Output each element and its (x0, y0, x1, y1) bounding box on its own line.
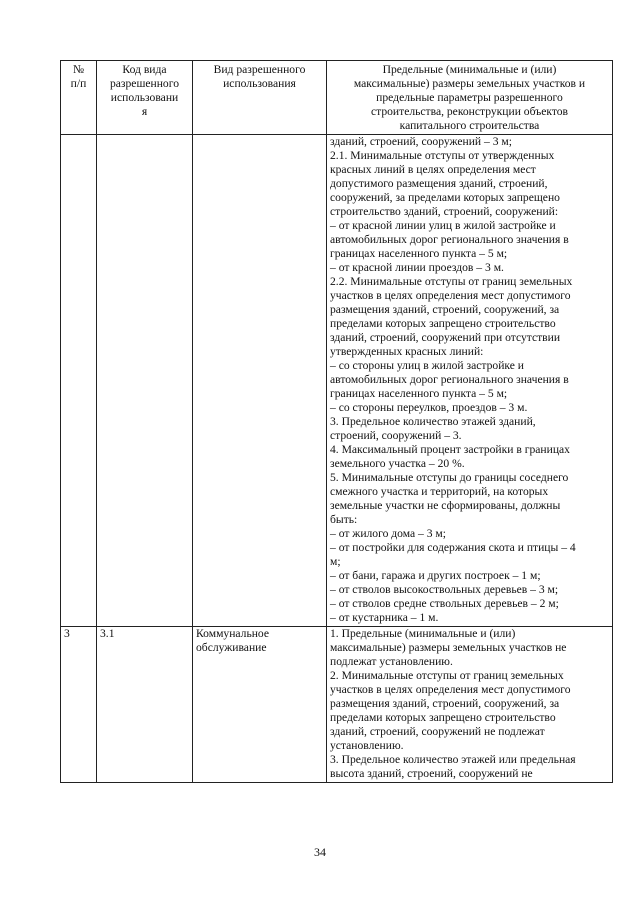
text-line: использования (223, 77, 296, 90)
text-line: пределами которых запрещено строительство (330, 317, 556, 330)
cell-number: 3 (61, 627, 97, 783)
cell-code: 3.1 (97, 627, 193, 783)
text-line: Коммунальное (196, 627, 270, 640)
text-line: быть: (330, 513, 358, 526)
text-line: земельные участки не сформированы, должны (330, 499, 561, 512)
text-line: максимальные) размеры земельных участков и (353, 77, 586, 90)
text-line: автомобильных дорог регионального значения в (330, 373, 569, 386)
text-line: 4. Максимальный процент застройки в границах (330, 443, 570, 456)
text-line: Предельные (минимальные и (или) (382, 63, 557, 76)
text-line: высота зданий, строений, сооружений не (330, 767, 533, 780)
header-code (97, 61, 193, 135)
text-line: – от красной линии проездов – 3 м. (330, 261, 504, 274)
header-use-type (193, 61, 327, 135)
text-line: 3. Предельное количество этажей зданий, (330, 415, 536, 428)
text-line: утвержденных красных линий: (330, 345, 484, 358)
text-line: – со стороны улиц в жилой застройке и (330, 359, 525, 372)
text-line: зданий, строений, сооружений при отсутствии (330, 331, 561, 344)
text-line: п/п (70, 77, 87, 90)
text-line: – от стволов высокоствольных деревьев – 3 м; (330, 583, 559, 596)
text-line: разрешенного (109, 77, 179, 90)
text-line: – от бани, гаража и других построек – 1 м; (330, 569, 541, 582)
text-line: смежного участка и территорий, на которых (330, 485, 549, 498)
text-line: предельные параметры разрешенного (376, 91, 563, 104)
text-line: – от кустарника – 1 м. (330, 611, 439, 624)
text-line: автомобильных дорог регионального значения в (330, 233, 569, 246)
header-number (61, 61, 97, 135)
text-line: размещения зданий, строений, сооружений, за (330, 697, 560, 710)
text-line: 5. Минимальные отступы до границы соседнего (330, 471, 569, 484)
table-row (61, 135, 613, 627)
text-line: я (141, 105, 148, 118)
text-line: 1. Предельные (минимальные и (или) (330, 627, 516, 640)
text-line: № (72, 63, 85, 76)
text-line: зданий, строений, сооружений – 3 м; (330, 135, 512, 148)
text-line: 2.1. Минимальные отступы от утвержденных (330, 149, 555, 162)
text-line: участков в целях определения мест допустимого (330, 289, 571, 302)
text-line: – от постройки для содержания скота и птицы – 4 (330, 541, 576, 554)
text-line: границах населенного пункта – 5 м; (330, 387, 508, 400)
cell-parameters (327, 627, 613, 783)
text-line: земельного участка – 20 %. (330, 457, 465, 470)
table-row (61, 627, 613, 783)
cell-use-type (193, 135, 327, 627)
text-line: пределами которых запрещено строительство (330, 711, 556, 724)
text-line: подлежат установлению. (330, 655, 453, 668)
cell-code (97, 135, 193, 627)
text-line: максимальные) размеры земельных участков не (330, 641, 567, 654)
text-line: сооружений, за пределами которых запрещено (330, 191, 560, 204)
text-line: участков в целях определения мест допустимого (330, 683, 571, 696)
page-number: 34 (314, 845, 326, 859)
cell-number (61, 135, 97, 627)
text-line: Код вида (122, 63, 167, 76)
header-parameters (327, 61, 613, 135)
text-line: – от стволов средне ствольных деревьев – 2 м; (330, 597, 559, 610)
text-line: Вид разрешенного (213, 63, 306, 76)
text-line: строительство зданий, строений, сооружений: (330, 205, 559, 218)
text-line: размещения зданий, строений, сооружений, за (330, 303, 560, 316)
text-line: установлению. (330, 739, 404, 752)
cell-parameters (327, 135, 613, 627)
text-line: капитального строительства (399, 119, 540, 132)
text-line: – от жилого дома – 3 м; (330, 527, 446, 540)
cell-use-type (193, 627, 327, 783)
text-line: строительства, реконструкции объектов (370, 105, 569, 118)
text-line: границах населенного пункта – 5 м; (330, 247, 508, 260)
text-line: зданий, строений, сооружений не подлежат (330, 725, 545, 738)
text-line: – со стороны переулков, проездов – 3 м. (330, 401, 528, 414)
text-line: использовани (110, 91, 179, 104)
text-line: – от красной линии улиц в жилой застройке и (330, 219, 556, 232)
table-header-row (61, 61, 613, 135)
text-line: м; (330, 555, 341, 568)
text-line: 2.2. Минимальные отступы от границ земельных (330, 275, 573, 288)
regulations-table (60, 60, 613, 783)
text-line: допустимого размещения зданий, строений, (330, 177, 548, 190)
text-line: 2. Минимальные отступы от границ земельных (330, 669, 564, 682)
text-line: 3. Предельное количество этажей или предельная (330, 753, 576, 766)
text-line: обслуживание (196, 641, 267, 654)
text-line: красных линий в целях определения мест (330, 163, 536, 176)
text-line: строений, сооружений – 3. (330, 429, 462, 442)
